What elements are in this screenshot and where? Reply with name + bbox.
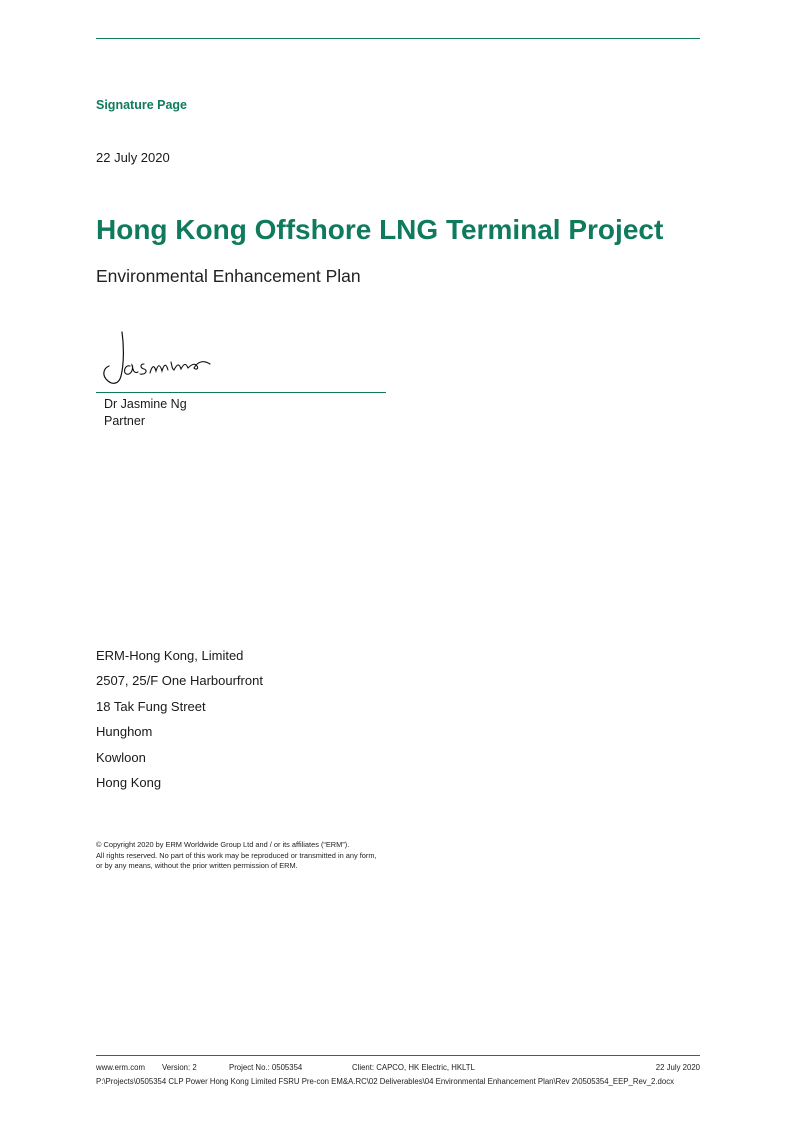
top-divider — [96, 38, 700, 39]
signatory-name: Dr Jasmine Ng — [104, 397, 187, 411]
footer-date: 22 July 2020 — [655, 1063, 700, 1072]
footer-website: www.erm.com — [96, 1063, 145, 1072]
document-date: 22 July 2020 — [96, 150, 170, 165]
footer-client: Client: CAPCO, HK Electric, HKLTL — [352, 1063, 475, 1072]
footer-version: Version: 2 — [162, 1063, 197, 1072]
address-line: Kowloon — [96, 749, 146, 765]
address-line: 18 Tak Fung Street — [96, 698, 206, 714]
copyright-line: © Copyright 2020 by ERM Worldwide Group Ltd and / or its affiliates (“ERM”). — [96, 840, 350, 849]
section-heading: Signature Page — [96, 98, 187, 112]
address-line: 2507, 25/F One Harbourfront — [96, 673, 263, 689]
address-line: Hong Kong — [96, 775, 162, 791]
address-line: ERM-Hong Kong, Limited — [96, 648, 244, 663]
address-line: Hunghom — [96, 724, 153, 740]
document-title: Hong Kong Offshore LNG Terminal Project — [96, 214, 664, 245]
footer-project-number: Project No.: 0505354 — [229, 1063, 303, 1072]
company-address — [96, 643, 263, 795]
handwritten-signature — [100, 326, 220, 392]
copyright-line: All rights reserved. No part of this work may be reproduced or transmitted in any form, — [96, 850, 377, 860]
footer-divider — [96, 1055, 700, 1056]
footer-file-path: P:\Projects\0505354 CLP Power Hong Kong Limited FSRU Pre-con EM&A.RC\02 Deliverables\04 Environmental Enhancement Plan\Rev 2\0505354_EEP_Rev_2.docx — [96, 1077, 675, 1086]
signatory-title: Partner — [104, 414, 145, 428]
document-subtitle: Environmental Enhancement Plan — [96, 266, 361, 286]
copyright-notice — [96, 840, 377, 872]
signature-line — [96, 392, 386, 393]
copyright-line: or by any means, without the prior written permission of ERM. — [96, 861, 298, 871]
